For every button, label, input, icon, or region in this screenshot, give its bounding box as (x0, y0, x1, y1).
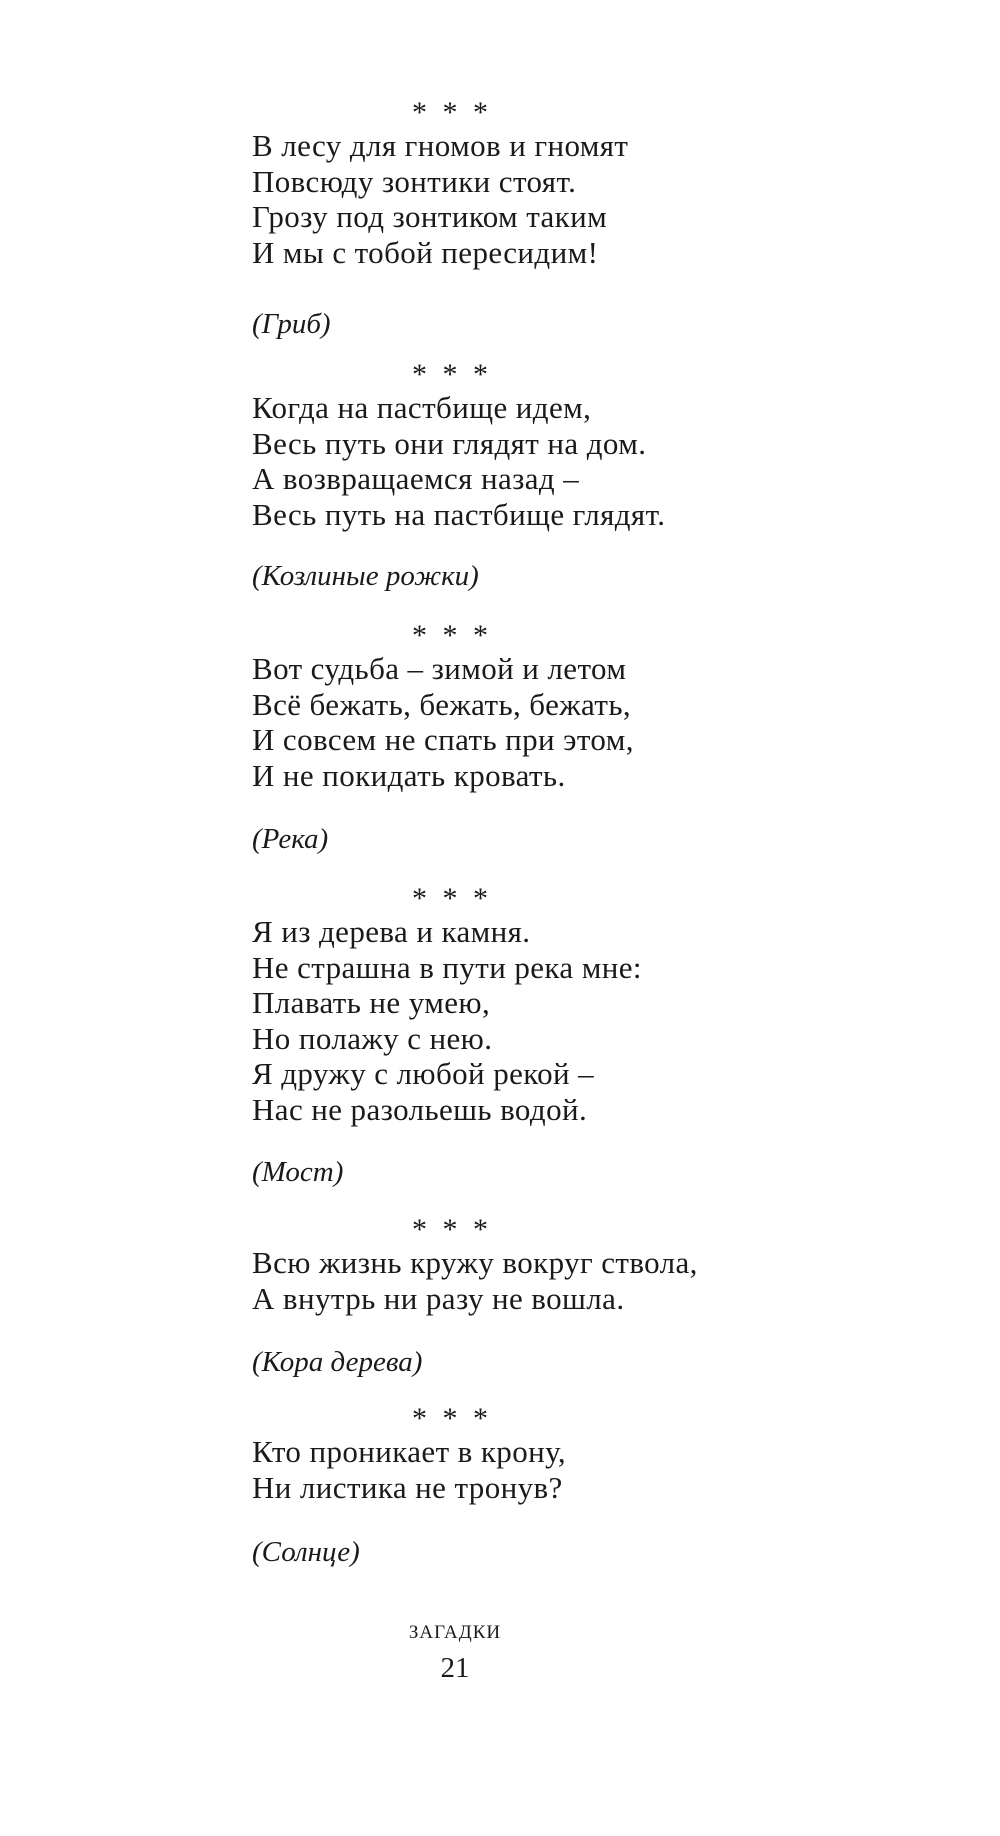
verse-line: Когда на пастбище идем, (252, 390, 592, 425)
verse-line: Всю жизнь кружу вокруг ствола, (252, 1245, 698, 1280)
verse-line: Повсюду зонтики стоят. (252, 163, 577, 199)
verse-line: Плавать не умею, (252, 985, 491, 1020)
verse-line: Я из дерева и камня. (252, 914, 531, 949)
verse-line: Но полажу с нею. (252, 1020, 493, 1056)
riddle-answer: (Мост) (252, 1156, 344, 1188)
page-number: 21 (440, 1652, 470, 1684)
verse-line: Не страшна в пути река мне: (252, 949, 642, 985)
verse-line: Грозу под зонтиком таким (252, 199, 608, 234)
verse-line: Весь путь они глядят на дом. (252, 425, 647, 461)
riddle-separator: * * * (412, 96, 492, 129)
verse-line: А внутрь ни разу не вошла. (252, 1280, 625, 1316)
verse-line: Всё бежать, бежать, бежать, (252, 686, 632, 722)
riddle-answer: (Кора дерева) (252, 1346, 423, 1378)
verse-line: Вот судьба – зимой и летом (252, 651, 627, 686)
riddle-answer: (Козлиные рожки) (252, 560, 479, 592)
riddle-verse (252, 1434, 566, 1505)
riddle-separator: * * * (412, 1402, 492, 1435)
riddle-verse (252, 651, 634, 793)
verse-line: А возвращаемся назад – (252, 461, 580, 496)
riddle-separator: * * * (412, 882, 492, 915)
verse-line: В лесу для гномов и гномят (252, 128, 629, 163)
verse-line: Ни листика не тронув? (252, 1469, 563, 1505)
verse-line: И не покидать кровать. (252, 757, 566, 793)
riddle-separator: * * * (412, 619, 492, 652)
verse-line: Нас не разольешь водой. (252, 1091, 588, 1127)
verse-line: И совсем не спать при этом, (252, 722, 634, 757)
riddle-verse (252, 914, 642, 1127)
riddle-separator: * * * (412, 358, 492, 391)
verse-line: Весь путь на пастбище глядят. (252, 496, 666, 532)
riddle-answer: (Солнце) (252, 1536, 360, 1568)
riddle-answer: (Река) (252, 823, 329, 855)
riddle-verse (252, 1245, 698, 1316)
riddle-verse (252, 128, 628, 270)
verse-line: Кто проникает в крону, (252, 1434, 567, 1469)
verse-line: И мы с тобой пересидим! (252, 234, 599, 270)
riddle-answer: (Гриб) (252, 308, 331, 340)
riddle-verse (252, 390, 665, 532)
running-footer-section-title: ЗАГАДКИ (408, 1622, 502, 1643)
verse-line: Я дружу с любой рекой – (252, 1056, 595, 1091)
riddle-separator: * * * (412, 1213, 492, 1246)
